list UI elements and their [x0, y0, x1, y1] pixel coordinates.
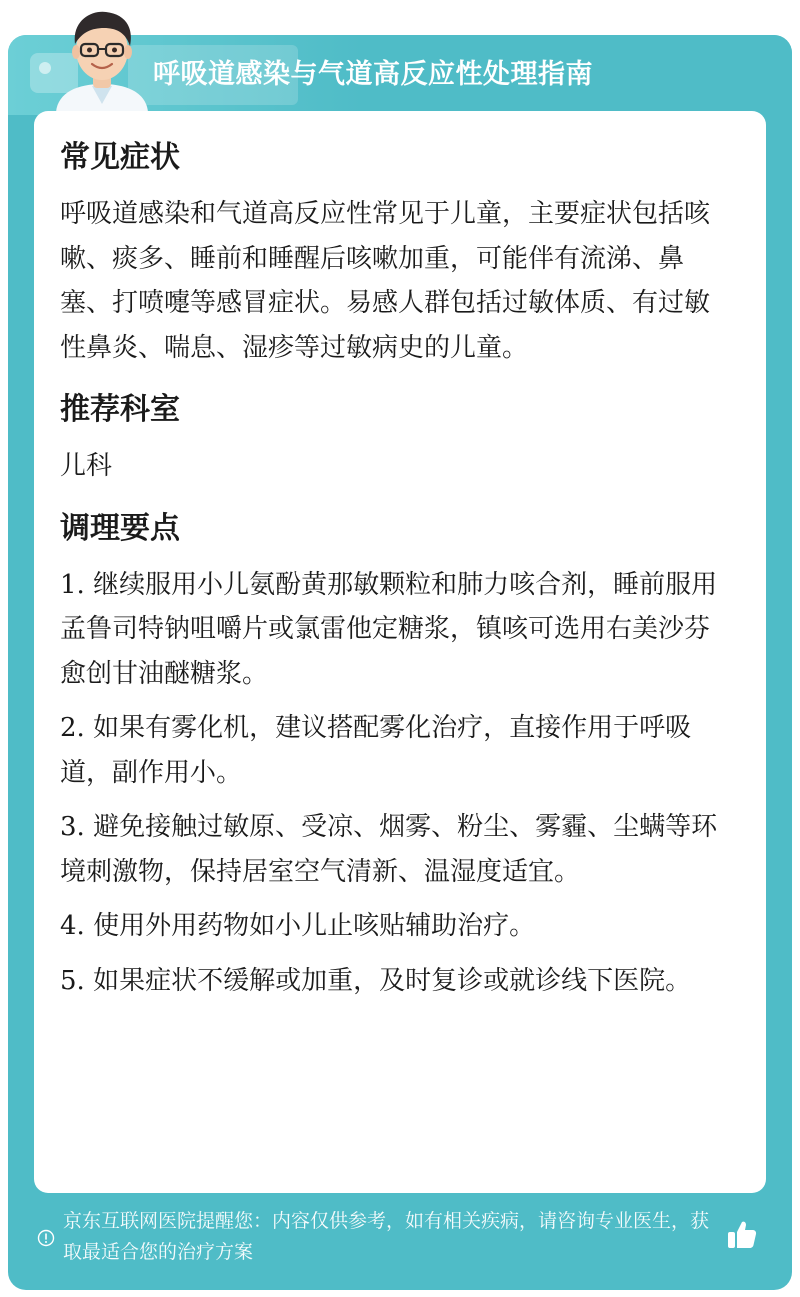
thumbs-up-icon[interactable] [725, 1218, 759, 1252]
section-title-symptoms: 常见症状 [60, 140, 180, 175]
footer-notice: 京东互联网医院提醒您：内容仅供参考，如有相关疾病，请咨询专业医生，获取最适合您的治疗方案 [63, 1210, 710, 1263]
section-title-department: 推荐科室 [60, 392, 180, 427]
section-title-care: 调理要点 [60, 510, 180, 546]
list-item: 2. 如果有雾化机，建议搭配雾化治疗，直接作用于呼吸道，副作用小。 [60, 713, 692, 788]
list-item: 4. 使用外用药物如小儿止咳贴辅助治疗。 [60, 911, 536, 941]
list-item: 3. 避免接触过敏原、受凉、烟雾、粉尘、雾霾、尘螨等环境刺激物，保持居室空气清新、温湿度适宜。 [60, 812, 718, 887]
doctor-avatar [48, 4, 156, 112]
list-item: 1. 继续服用小儿氨酚黄那敏颗粒和肺力咳合剂，睡前服用孟鲁司特钠咀嚼片或氯雷他定糖浆，镇咳可选用右美沙芬愈创甘油醚糖浆。 [60, 569, 718, 689]
department-text: 儿科 [60, 451, 113, 481]
content-area [60, 130, 730, 1013]
info-circle-icon [37, 1229, 55, 1247]
page-title: 呼吸道感染与气道高反应性处理指南 [153, 59, 593, 90]
list-item: 5. 如果症状不缓解或加重，及时复诊或就诊线下医院。 [60, 965, 692, 996]
symptoms-text: 呼吸道感染和气道高反应性常见于儿童，主要症状包括咳嗽、痰多、睡前和睡醒后咳嗽加重，可能伴有流涕、鼻塞、打喷嚏等感冒症状。易感人群包括过敏体质、有过敏性鼻炎、喘息、湿疹等过敏病史的儿童。 [60, 199, 711, 363]
